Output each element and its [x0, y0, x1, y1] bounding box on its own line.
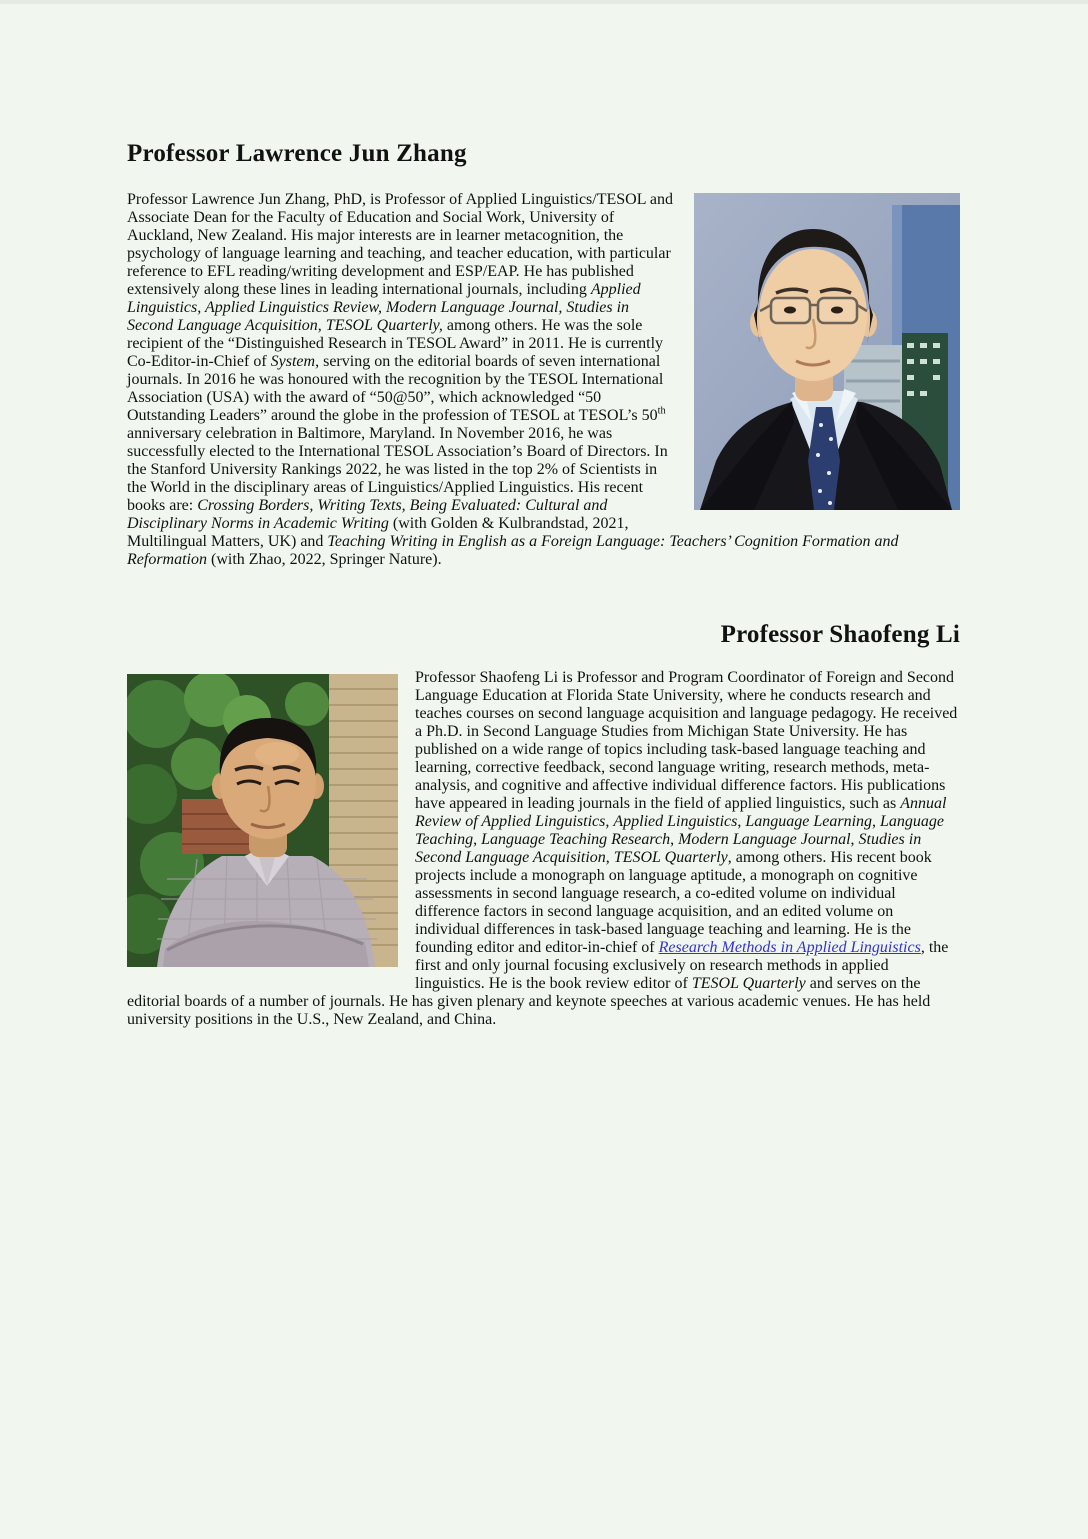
body-text: ,: [605, 849, 614, 866]
zhang-portrait-photo: [694, 193, 960, 510]
superscript-text: th: [657, 405, 666, 417]
li-section: [127, 619, 960, 1045]
body-text: ,: [605, 813, 614, 830]
body-text: (with Zhao, 2022, Springer Nature).: [207, 551, 442, 568]
body-text: ,: [850, 831, 859, 848]
italic-text: TESOL Quarterly: [613, 849, 728, 866]
body-text: ,: [670, 831, 679, 848]
top-edge-strip: [0, 0, 1088, 4]
italic-text: Annual Review of Applied Linguistics: [415, 795, 947, 830]
body-text: , serving on the editorial boards of seven international journals. In 2016 he was honoured with the recognition by the TESOL International Association (USA) with the award of “50@50”, which acknowledged “50 Outstanding Leaders” around the globe in the profession of TESOL at TESOL’s 50: [127, 353, 664, 424]
body-text: ,: [872, 813, 881, 830]
italic-text: Language Learning: [745, 813, 873, 830]
italic-text: TESOL Quarterly: [691, 975, 806, 992]
italic-text: Studies in Second Language Acquisition: [415, 831, 922, 866]
research-methods-journal-link[interactable]: Research Methods in Applied Linguistics: [658, 939, 921, 956]
body-text: ,: [473, 831, 482, 848]
body-text: ,: [737, 813, 746, 830]
body-text: Professor Lawrence Jun Zhang, PhD, is Professor of Applied Linguistics/TESOL and Associate Dean for the Faculty of Education and Social Work, University of Auckland, New Zealand. His major interests are in learner metacognition, the psychology of language learning and teaching, and teacher education, with particular reference to EFL reading/writing development and ESP/EAP. He has published extensively along these lines in leading international journals, including: [127, 191, 673, 298]
zhang-heading: Professor Lawrence Jun Zhang: [127, 140, 467, 167]
zhang-section: [127, 138, 960, 585]
italic-text: Crossing Borders, Writing Texts, Being Evaluated: Cultural and Disciplinary Norms in Academic Writing: [127, 497, 608, 532]
italic-text: Language Teaching: [415, 813, 945, 848]
body-text: among others. He was the sole recipient of the “Distinguished Research in TESOL Award” in 2011. He is currently Co-Editor-in-Chief of: [127, 317, 664, 370]
italic-text: Applied Linguistics, Applied Linguistics Review, Modern Language Journal, Studies in Second Language Acquisition, TESOL Quarterly,: [127, 281, 641, 334]
body-text: anniversary celebration in Baltimore, Maryland. In November 2016, he was successfully elected to the International TESOL Association’s Board of Directors. In the Stanford University Rankings 2022, he was listed in the top 2% of Scientists in the World in the disciplinary areas of Linguistics/Applied Linguistics. His recent books are:: [127, 425, 668, 514]
li-portrait-illustration: [127, 674, 398, 967]
italic-text: Applied Linguistics: [613, 813, 738, 830]
body-text: Professor Shaofeng Li is Professor and Program Coordinator of Foreign and Second Language Education at Florida State University, where he conducts research and teaches courses on second language acquisition and language pedagogy. He received a Ph.D. in Second Language Studies from Michigan State University. He has published on a wide range of topics including task-based language teaching and learning, corrective feedback, second language writing, research methods, meta-analysis, and cognitive and affective individual difference factors. His publications have appeared in leading journals in the field of applied linguistics, such as: [415, 669, 958, 812]
italic-text: Modern Language Journal: [678, 831, 851, 848]
italic-text: Language Teaching Research: [481, 831, 671, 848]
zhang-portrait-illustration: [694, 193, 960, 510]
italic-text: System: [270, 353, 316, 370]
li-heading: Professor Shaofeng Li: [720, 621, 960, 648]
li-portrait-photo: [127, 674, 398, 967]
body-text: , among others. His recent book projects include a monograph on language aptitude, a monograph on cognitive assessments in second language research, a co-edited volume on individual difference factors in second language acquisition, and an edited volume on individual differences in task-based language teaching and learning. He is the founding editor and editor-in-chief of: [415, 849, 932, 956]
body-text: and serves on the editorial boards of a number of journals. He has given plenary and keynote speeches at various academic venues. He has held university positions in the U.S., New Zealand, and China.: [127, 975, 931, 1028]
body-text: , the first and only journal focusing exclusively on research methods in applied linguistics. He is the book review editor of: [415, 939, 949, 992]
body-text: (with Golden & Kulbrandstad, 2021, Multilingual Matters, UK) and: [127, 515, 629, 550]
italic-text: Teaching Writing in English as a Foreign Language: Teachers’ Cognition Formation and Reformation: [127, 533, 899, 568]
